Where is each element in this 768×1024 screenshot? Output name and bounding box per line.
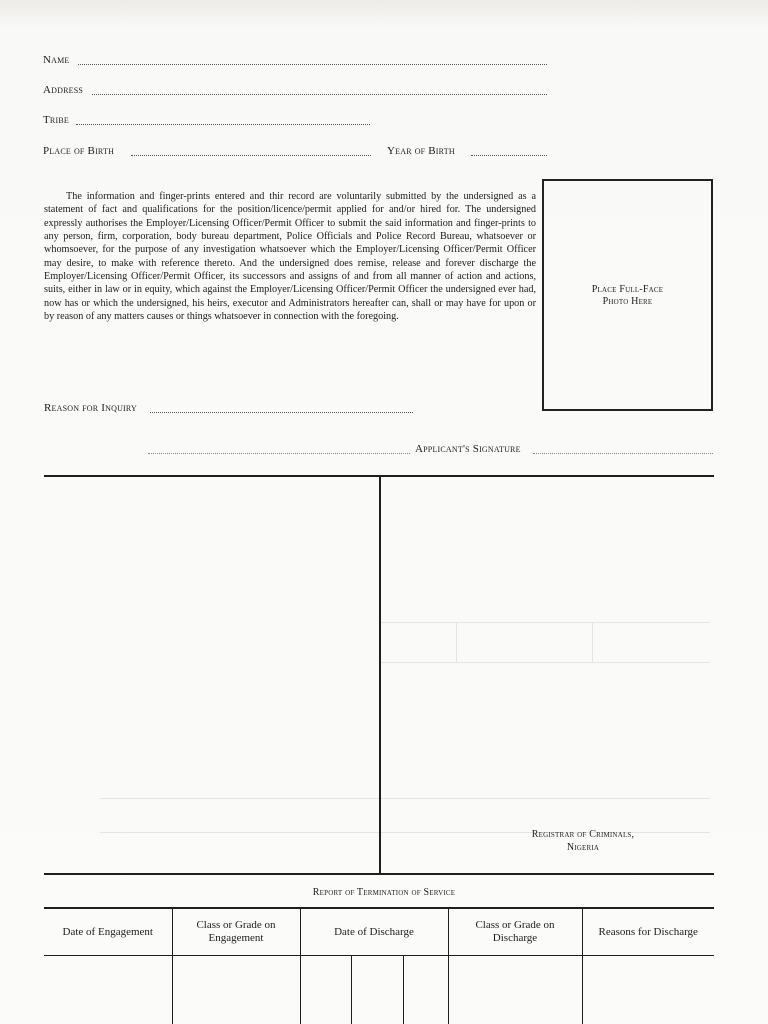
date-subdivider [403,956,404,1024]
registrar-country: Nigeria [566,842,600,853]
address-label: Address [43,84,84,96]
column-header-class-on-discharge: Class or Grade on Discharge [448,908,582,956]
signature-field[interactable] [148,453,410,454]
address-field[interactable] [92,94,547,95]
photo-label-line2: Photo Here [602,296,653,307]
name-label: Name [43,54,70,66]
photo-box-label [544,284,711,308]
cell-class-on-engagement[interactable] [172,956,300,1024]
cell-reasons-for-discharge[interactable] [582,956,714,1024]
fingerprint-panel[interactable] [44,477,379,873]
signature-label: Applicant's Signature [415,443,521,455]
registrar-title: Registrar of Criminals, [531,829,635,840]
registrar-signature-block [518,828,648,854]
photo-box[interactable] [542,179,713,411]
name-field[interactable] [78,64,547,65]
column-header-class-on-engagement: Class or Grade on Engagement [172,908,300,956]
upper-panel-bottom-rule [44,873,714,875]
tribe-field[interactable] [76,124,370,125]
reason-for-inquiry-field[interactable] [150,412,413,413]
column-header-reasons-for-discharge: Reasons for Discharge [582,908,714,956]
registrar-panel[interactable] [381,477,714,873]
signature-field-extension[interactable] [533,453,713,454]
cell-date-of-discharge[interactable] [300,956,448,1024]
place-of-birth-label: Place of Birth [43,145,115,157]
termination-report-table [44,907,714,1024]
photo-label-line1: Place Full-Face [591,284,664,295]
reason-for-inquiry-label: Reason for Inquiry [44,402,137,414]
report-title: Report of Termination of Service [312,887,456,898]
tribe-label: Tribe [43,114,69,126]
column-header-date-of-discharge: Date of Discharge [300,908,448,956]
place-of-birth-field[interactable] [131,155,371,156]
date-subdivider [351,956,352,1024]
year-of-birth-field[interactable] [471,155,547,156]
declaration-text: The information and finger-prints entered and thir record are voluntarily submitted by the undersigned as a statement of fact and qualifications for the position/licence/permit applied for and/or hired for. The undersigned expressly authorises the Employer/Licensing Officer/Permit Officer to submit the said information and finger-prints to any person, firm, corporation, body bureau department, Police Officials and Police Record Bureau, whatsoever or whomsoever, for the purpose of any investigation whatsoever which the Employer/Licensing Officer/Permit Officer may desire, to make with reference thereto. And the undersigned does remise, release and forever discharge the Employer/Licensing Officer/Permit Officer, its successors and assigns of and from all manner of action and actions, suits, either in law or in equity, which against the Employer/Licensing Officer/Permit Officer the undersigned ever had, now has or which the undersigned, his heirs, executor and Administrators hereafter can, shall or may have for upon or by reason of any matters causes or things whatsoever in connection with the foregoing. [44,191,536,323]
column-header-date-of-engagement: Date of Engagement [44,908,172,956]
year-of-birth-label: Year of Birth [387,145,455,157]
cell-class-on-discharge[interactable] [448,956,582,1024]
cell-date-of-engagement[interactable] [44,956,172,1024]
table-row [44,956,714,1024]
